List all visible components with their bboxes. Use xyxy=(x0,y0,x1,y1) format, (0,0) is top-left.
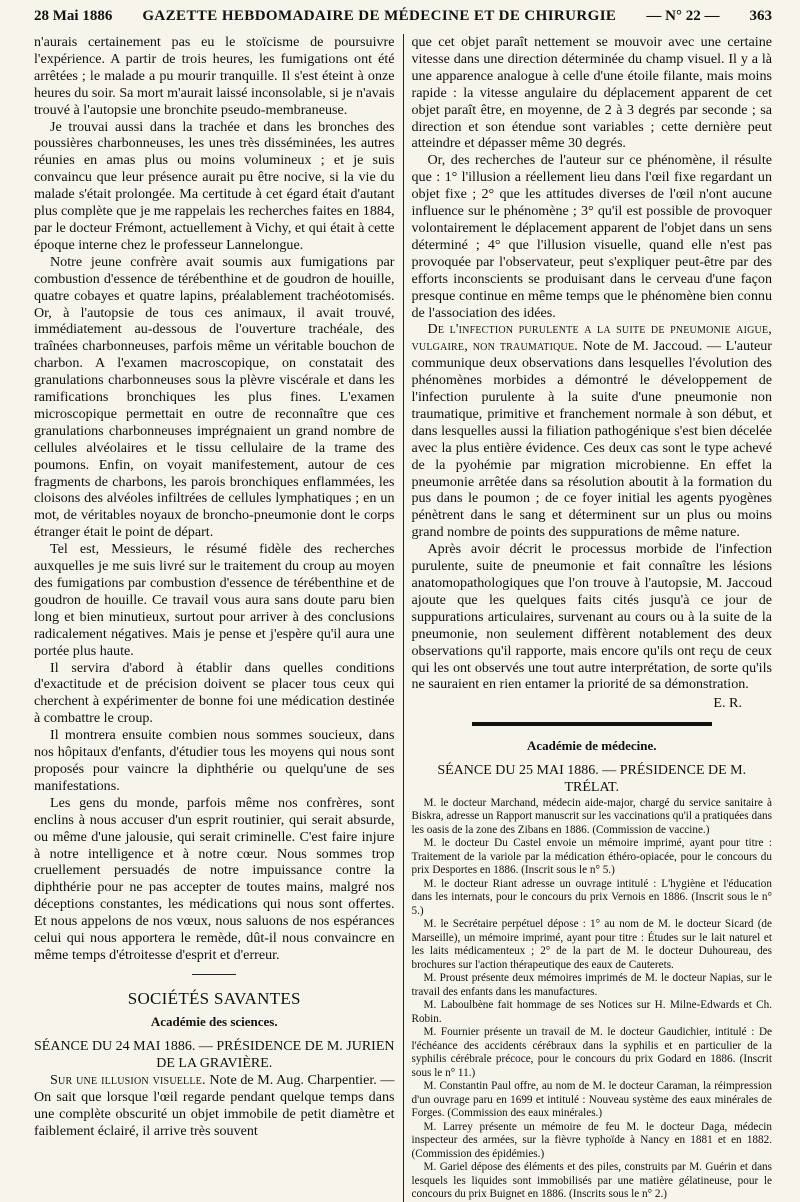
paragraph: Je trouvai aussi dans la trachée et dans les bronches des poussières charbonneuses, les unes très disséminées, les autres réunies en amas plus ou moins volumineux ; et je suis convaincu que leur présence aurait pu être nocive, si la vie du malade s'était prolongée. Ma certitude à cet égard était d'autant plus complète que je me rappelais les recherches faites en 1884, par le docteur Frémont, actuellement à Vichy, et qui était à cette époque interne chez le professeur Lannelongue. xyxy=(34,118,395,253)
list-item: M. le docteur Riant adresse un ouvrage intitulé : L'hygiène et l'éducation dans les internats, pour le concours du prix Vernois en 1886. (Inscrit sous le n° 5.) xyxy=(411,877,772,917)
list-item: M. le docteur Marchand, médecin aide-major, chargé du service sanitaire à Biskra, adresse un Rapport manuscrit sur les vaccinations qu'il a pratiquées dans les oasis de la zone des Zibans en 1886. (Commission de vaccine.) xyxy=(411,796,772,836)
note-title: De l'infection purulente a la suite de pneumonie aigue, vulgaire, non traumatique. xyxy=(411,321,772,355)
paragraph xyxy=(34,1072,395,1140)
paragraph: Après avoir décrit le processus morbide de l'infection purulente, suite de pneumonie et fait connaître les lésions anatomopathologiques que l'on trouve à l'autopsie, M. Jaccoud ajoute que les quelques faits cités jusqu'à ce jour de suppurations articulaires, survenant au cours ou à la suite de la pneumonie, non seulement diffèrent notablement des deux observations qu'il rapporte, mais encore qu'ils ont reçu de ceux qui les ont observés une tout autre interprétation, de sorte qu'ils ne sauraient en rien entamer la priorité de sa démonstration. xyxy=(411,541,772,693)
list-item: M. le Secrétaire perpétuel dépose : 1° au nom de M. le docteur Sicard (de Marseille), un mémoire imprimé, ayant pour titre : Études sur le lait naturel et les laits médicamenteux ; 2° de la part de M. le docteur Duhoureau, des brochures sur l'action thérapeutique des eaux de Cauterets. xyxy=(411,918,772,971)
divider xyxy=(192,974,236,975)
paragraph: Or, des recherches de l'auteur sur ce phénomène, il résulte que : 1° l'illusion a réellement lieu dans l'œil fixe regardant un objet fixe ; 2° que les attitudes diverses de l'œil n'ont aucune influence sur le phénomène ; 3° qu'il est possible de provoquer volontairement le déplacement apparent de l'objet dans un sens déterminé ; 4° que l'illusion visuelle, quand elle n'est pas provoquée par l'observateur, peut s'expliquer peut-être par des efforts inconscients se produisant dans le cerveau d'une façon presque continue en même temps que le phénomène bien connu de l'association des idées. xyxy=(411,152,772,321)
list-item: M. Constantin Paul offre, au nom de M. le docteur Caraman, la réimpression d'un ouvrage paru en 1699 et intitulé : Nouveau système des eaux minérales de Forges. (Commission des eaux minérales.) xyxy=(411,1080,772,1120)
note-author: Note de M. Aug. Charpentier. xyxy=(209,1072,377,1089)
paragraph: que cet objet paraît nettement se mouvoir avec une certaine vitesse dans une direction déterminée du champ visuel. Il y a là une apparence analogue à celle d'une étoile filante, mais moins rapide : la vitesse angulaire du déplacement apparent de cet objet paraît être, en moyenne, de 2 à 3 degrés par seconde ; sa direction et son étendue sont variables ; cette dernière peut atteindre et dépasser même 30 degrés. xyxy=(411,34,772,152)
paragraph: Il montrera ensuite combien nous sommes soucieux, dans nos hôpitaux d'enfants, d'étudier tous les moyens qui nous sont proposés pour vaincre la diphthérie ou quelqu'une de ses manifestations. xyxy=(34,727,395,794)
note-text: — L'auteur communique deux observations dans lesquelles l'évolution des phénomènes morbides a démontré le développement de l'infection purulente à la suite d'une pneumonie non traumatique, primitive et franchement normale à son début, et dans lesquelles aussi la filiation pathogénique s'est bien décelée avec la plus entière évidence. Ces deux cas sont le type achevé de la pyohémie par migration microbienne. En effet la pneumonie arrêtée dans sa résolution aboutit à la formation du pus dans le poumon ; de ce foyer initial les agents pyogènes pénètrent dans le sang et déterminent sur un plus ou moins grand nombre de points des suppurations de même nature. xyxy=(411,338,772,541)
paragraph: Notre jeune confrère avait soumis aux fumigations par combustion d'essence de térébenthine et de goudron de houille, quatre cobayes et quatre lapins, préalablement trachéotomisés. Or, à l'autopsie de tous ces animaux, il avait trouvé, immédiatement au-dessous de l'ouverture trachéale, des traînées charbonneuses, parfois même un véritable bouchon de charbon. A l'examen macroscopique, on constatait des granulations charbonneuses sous la plèvre viscérale et dans les ramifications bronchiques les plus fines. L'examen microscopique permettait en outre de reconnaître que ces granulations charbonneuses imprégnaient un grand nombre de cellules alvéolaires et le tissu cellulaire de la trame des poumons. Enfin, on voyait manifestement, autour de ces fragments de charbons, les parois bronchiques enflammées, les cloisons des alvéoles infiltrées de cellules lymphatiques ; en un mot, de véritables noyaux de broncho-pneumonie dont le corps étranger était le point de départ. xyxy=(34,253,395,541)
session-heading: SÉANCE DU 25 MAI 1886. — PRÉSIDENCE DE M. TRÉLAT. xyxy=(437,763,747,796)
paragraph: Tel est, Messieurs, le résumé fidèle des recherches auxquelles je me suis livré sur le traitement du croup au moyen des fumigations par combustion d'essence de térébenthine et de goudron de houille. Ce travail vous aura sans doute paru bien long et bien minutieux, surtout pour arriver à des conclusions radicalement négatives. Mais je pense et j'espère qu'il aura une portée plus haute. xyxy=(34,541,395,659)
two-column-body xyxy=(34,34,772,1202)
note-title: Sur une illusion visuelle. xyxy=(50,1072,206,1089)
section-title: SOCIÉTÉS SAVANTES xyxy=(127,988,301,1008)
left-column xyxy=(34,34,403,1202)
session-items xyxy=(412,797,773,1202)
note-text: — On sait que lorsque l'œil regarde pendant quelque temps dans une complète obscurité un objet immobile de petit diamètre et faiblement éclairé, il arrive très souvent xyxy=(34,1072,395,1140)
academy-heading: Académie des sciences. xyxy=(150,1013,278,1029)
note-author: Note de M. Jaccoud. xyxy=(582,338,703,355)
journal-title: GAZETTE HEBDOMADAIRE DE MÉDECINE ET DE CHIRURGIE xyxy=(142,8,617,24)
heavy-rule xyxy=(472,722,712,726)
issue-number: — N° 22 — xyxy=(646,8,720,24)
academy-heading: Académie de médecine. xyxy=(526,738,657,754)
paragraph xyxy=(412,321,773,541)
header-date: 28 Mai 1886 xyxy=(34,8,113,24)
list-item: M. Gariel dépose des éléments et des piles, construits par M. Guérin et dans lesquels les liquides sont immobilisés par une matière gélatineuse, pour le concours du prix Buignet en 1886. (Inscrits sous le n° 2.) xyxy=(411,1161,772,1201)
list-item: M. Fournier présente un travail de M. le docteur Gaudichier, intitulé : De l'échéance des accidents cérébraux dans la syphilis et en particulier de la syphilis cérébrale précoce, pour le concours du prix Godard en 1886. (Inscrit sous le n° 11.) xyxy=(411,1026,772,1079)
list-item: M. Laboulbène fait hommage de ses Notices sur H. Milne-Edwards et Ch. Robin. xyxy=(411,999,772,1025)
paragraph: n'aurais certainement pas eu le stoïcisme de poursuivre l'expérience. A partir de trois heures, les fumigations ont été arrêtées ; le malade a pu mourir tranquille. Il s'est éteint à onze heures du soir. Sa mort m'aurait laissé inconsolable, si je n'avais trouvé à l'autopsie une bronchite pseudo-membraneuse. xyxy=(34,34,395,118)
list-item: M. le docteur Du Castel envoie un mémoire imprimé, ayant pour titre : Traitement de la variole par la médication éthéro-opiacée, pour le concours du prix Desportes en 1886. (Inscrit sous le n° 5.) xyxy=(411,837,772,877)
paragraph: Les gens du monde, parfois même nos confrères, sont enclins à nous accuser d'un esprit routinier, qui serait absurde, ou même d'une jalousie, qui serait criminelle. C'est faire injure à notre intelligence et à notre cœur. Nous sommes trop cruellement persuadés de notre impuissance contre la diphthérie pour ne pas accepter de toutes mains, malgré nos déceptions constantes, les médications qui nous sont offertes. Et nous appelons de nos vœux, nous saluons de nos espérances celui qui nous apportera le remède, dût-il nous convaincre en même temps d'étroitesse d'esprit et d'erreur. xyxy=(34,794,395,963)
running-header xyxy=(34,0,772,30)
paragraph: Il servira d'abord à établir dans quelles conditions d'exactitude et de précision doivent se placer tous ceux qui cherchent à expérimenter de bonne foi une médication destinée à combattre le croup. xyxy=(34,659,395,727)
right-column xyxy=(403,34,773,1202)
session-heading: SÉANCE DU 24 MAI 1886. — PRÉSIDENCE DE M. JURIEN DE LA GRAVIÈRE. xyxy=(34,1038,395,1071)
list-item: M. Proust présente deux mémoires imprimés de M. le docteur Napias, sur le travail des enfants dans les manufactures. xyxy=(411,972,772,998)
signature: E. R. xyxy=(713,695,742,712)
page-number: 363 xyxy=(749,8,772,24)
list-item: M. Larrey présente un mémoire de feu M. le docteur Daga, médecin inspecteur des armées, sur la fièvre typhoïde à Nancy en 1881 et en 1882. (Commission des épidémies.) xyxy=(411,1120,772,1160)
